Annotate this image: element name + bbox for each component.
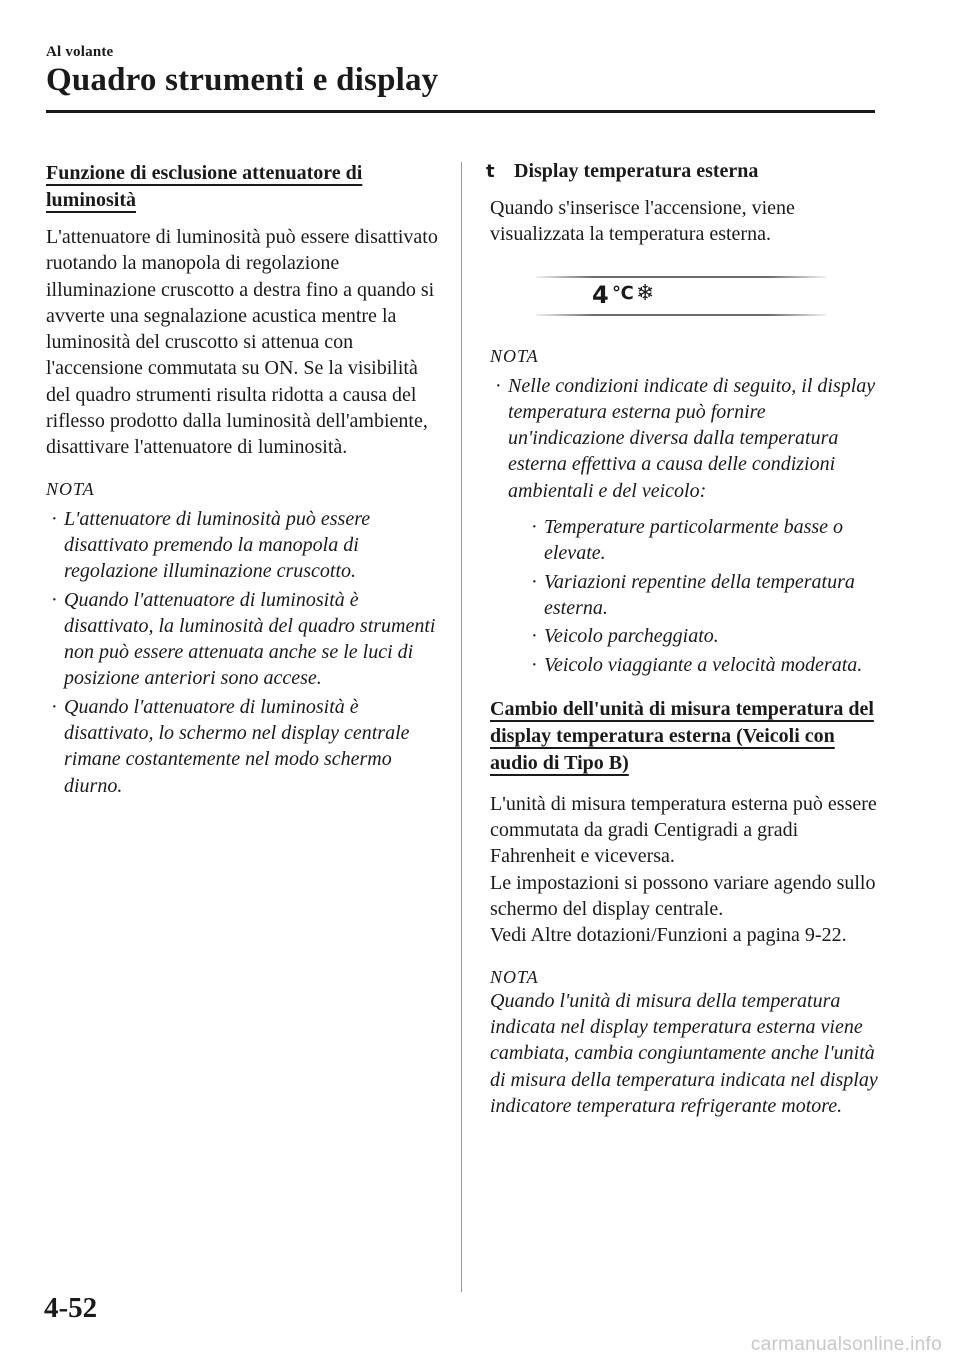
unit-change-note: Quando l'unità di misura della temperatura indicata nel display temperatura esterna viene cambiata, cambia congiuntamente anche l'unità di misura della temperatura indicata nel display indicatore temperatura refrigerante motore. xyxy=(490,989,878,1117)
unit-change-settings: Le impostazioni si possono variare agendo sullo schermo del display centrale. xyxy=(490,871,876,921)
column-divider xyxy=(461,162,462,1292)
note-item-text: Nelle condizioni indicate di seguito, il display temperatura esterna può fornire un'indicazione diversa dalla temperatura esterna effettiva a causa delle condizioni ambientali e del veicolo: xyxy=(508,374,876,502)
temperature-value: 4 xyxy=(592,280,609,309)
snowflake-icon: ❄ xyxy=(636,280,655,306)
nota-label: NOTA xyxy=(490,966,539,987)
note-item: · Quando l'attenuatore di luminosità è disattivato, lo schermo nel display centrale rimane costantemente nel modo schermo diurno. xyxy=(46,694,441,799)
display-top-line xyxy=(536,276,826,278)
condition-item: · Temperature particolarmente basse o elevate. xyxy=(526,514,880,567)
condition-item: · Variazioni repentine della temperatura esterna. xyxy=(526,569,880,622)
left-column xyxy=(46,160,441,801)
outside-temp-heading-text: Display temperatura esterna xyxy=(514,160,759,182)
note-item xyxy=(490,373,880,678)
outside-temp-heading xyxy=(486,160,880,183)
header-section-label: Al volante xyxy=(46,44,114,60)
note-list xyxy=(490,373,880,678)
note-list xyxy=(46,506,441,799)
note-item: · L'attenuatore di luminosità può essere disattivato premendo la manopola di regolazione illuminazione cruscotto. xyxy=(46,506,441,585)
note-item: · Quando l'attenuatore di luminosità è disattivato, la luminosità del quadro strumenti non può essere attenuata anche se le luci di posizione anteriori sono accese. xyxy=(46,587,441,692)
unit-change-paragraph: L'unità di misura temperatura esterna può essere commutata da gradi Centigradi a gradi Fahrenheit e viceversa. xyxy=(490,792,877,868)
nota-label: NOTA xyxy=(490,345,539,366)
unit-change-reference: Vedi Altre dotazioni/Funzioni a pagina 9-22. xyxy=(490,924,847,947)
dimmer-cancel-heading: Funzione di esclusione attenuatore di luminosità xyxy=(46,162,363,211)
dimmer-cancel-paragraph: L'attenuatore di luminosità può essere disattivato ruotando la manopola di regolazione illuminazione cruscotto a destra fino a quando si avverte una segnalazione acustica mentre la luminosità del cruscotto si attenua con l'accensione commutata su ON. Se la visibilità del quadro strumenti risulta ridotta a causa del riflesso prodotto dalla luminosità dell'ambiente, disattivare l'attenuatore di luminosità. xyxy=(46,226,438,459)
condition-item: · Veicolo parcheggiato. xyxy=(526,623,880,649)
display-bottom-line xyxy=(536,314,826,316)
page-title: Quadro strumenti e display xyxy=(46,62,439,98)
page-number: 4-52 xyxy=(44,1292,98,1324)
nota-label: NOTA xyxy=(46,478,95,499)
header-rule xyxy=(46,110,875,113)
unit-change-heading: Cambio dell'unità di misura temperatura del display temperatura esterna (Veicoli con audio di Tipo B) xyxy=(490,697,874,774)
condition-sub-list xyxy=(508,514,880,678)
celsius-unit: ℃ xyxy=(612,282,634,304)
right-column xyxy=(486,160,880,1119)
section-marker-icon: t xyxy=(486,161,495,182)
outside-temp-intro: Quando s'inserisce l'accensione, viene visualizzata la temperatura esterna. xyxy=(490,197,795,246)
watermark: carmanualsonline.info xyxy=(750,1334,942,1355)
temperature-display-figure xyxy=(536,274,836,324)
condition-item: · Veicolo viaggiante a velocità moderata. xyxy=(526,652,880,678)
